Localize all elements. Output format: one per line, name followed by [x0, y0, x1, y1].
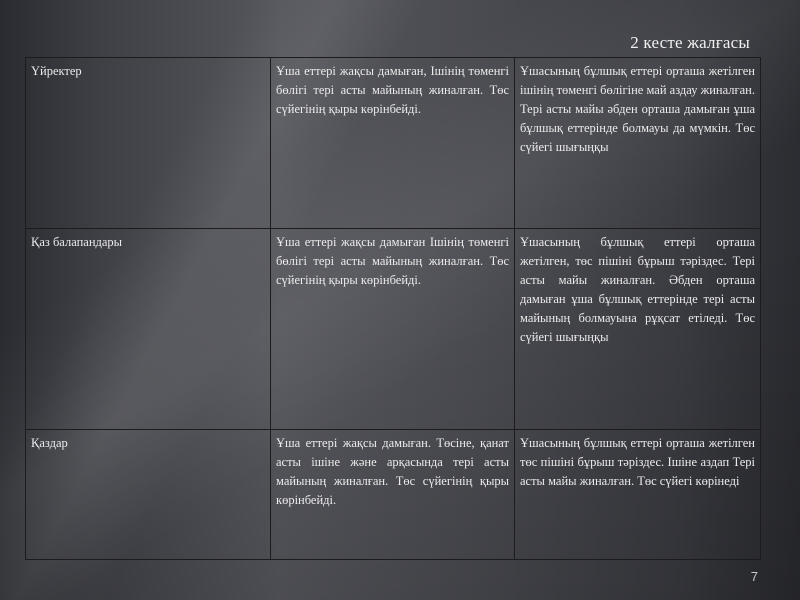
description-cell: Ұшасының бұлшық еттері орташа жетілген ішінің төменгі бөлігіне май аздау жиналған. Тері асты майы әбден орташа дамыған ұша бұлшық еттерінде болмауы да мүмкін. Төс сүйегі шығыңқы — [515, 58, 761, 229]
description-cell: Ұшасының бұлшық еттері орташа жетілген төс пішіні бұрыш тәріздес. Ішіне аздап Тері асты майы жиналған. Төс сүйегі көрінеді — [515, 430, 761, 560]
row-name-cell: Қаздар — [26, 430, 271, 560]
table-row — [26, 430, 761, 560]
table-row — [26, 58, 761, 229]
slide-page-number: 7 — [750, 569, 758, 584]
description-cell: Ұшасының бұлшық еттері орташа жетілген, төс пішіні бұрыш тәріздес. Тері асты майы жиналған. Әбден орташа дамыған ұша бұлшық еттерінде тері асты майының болмауына рұқсат етіледі. Төс сүйегі шығыңқы — [515, 229, 761, 430]
description-cell: Ұша еттері жақсы дамыған, Ішінің төменгі бөлігі тері асты майының жиналған. Төс сүйегінің қыры көрінбейді. — [271, 58, 515, 229]
description-cell: Ұша еттері жақсы дамыған Ішінің төменгі бөлігі тері асты майының жиналған. Төс сүйегінің қыры көрінбейді. — [271, 229, 515, 430]
row-name-cell: Қаз балапандары — [26, 229, 271, 430]
table-row — [26, 229, 761, 430]
table-continuation-caption: 2 кесте жалғасы — [630, 33, 750, 52]
description-cell: Ұша еттері жақсы дамыған. Төсіне, қанат асты ішіне және арқасында тері асты майының жиналған. Төс сүйегінің қыры көрінбейді. — [271, 430, 515, 560]
row-name-cell: Үйректер — [26, 58, 271, 229]
poultry-carcass-table — [25, 57, 761, 560]
